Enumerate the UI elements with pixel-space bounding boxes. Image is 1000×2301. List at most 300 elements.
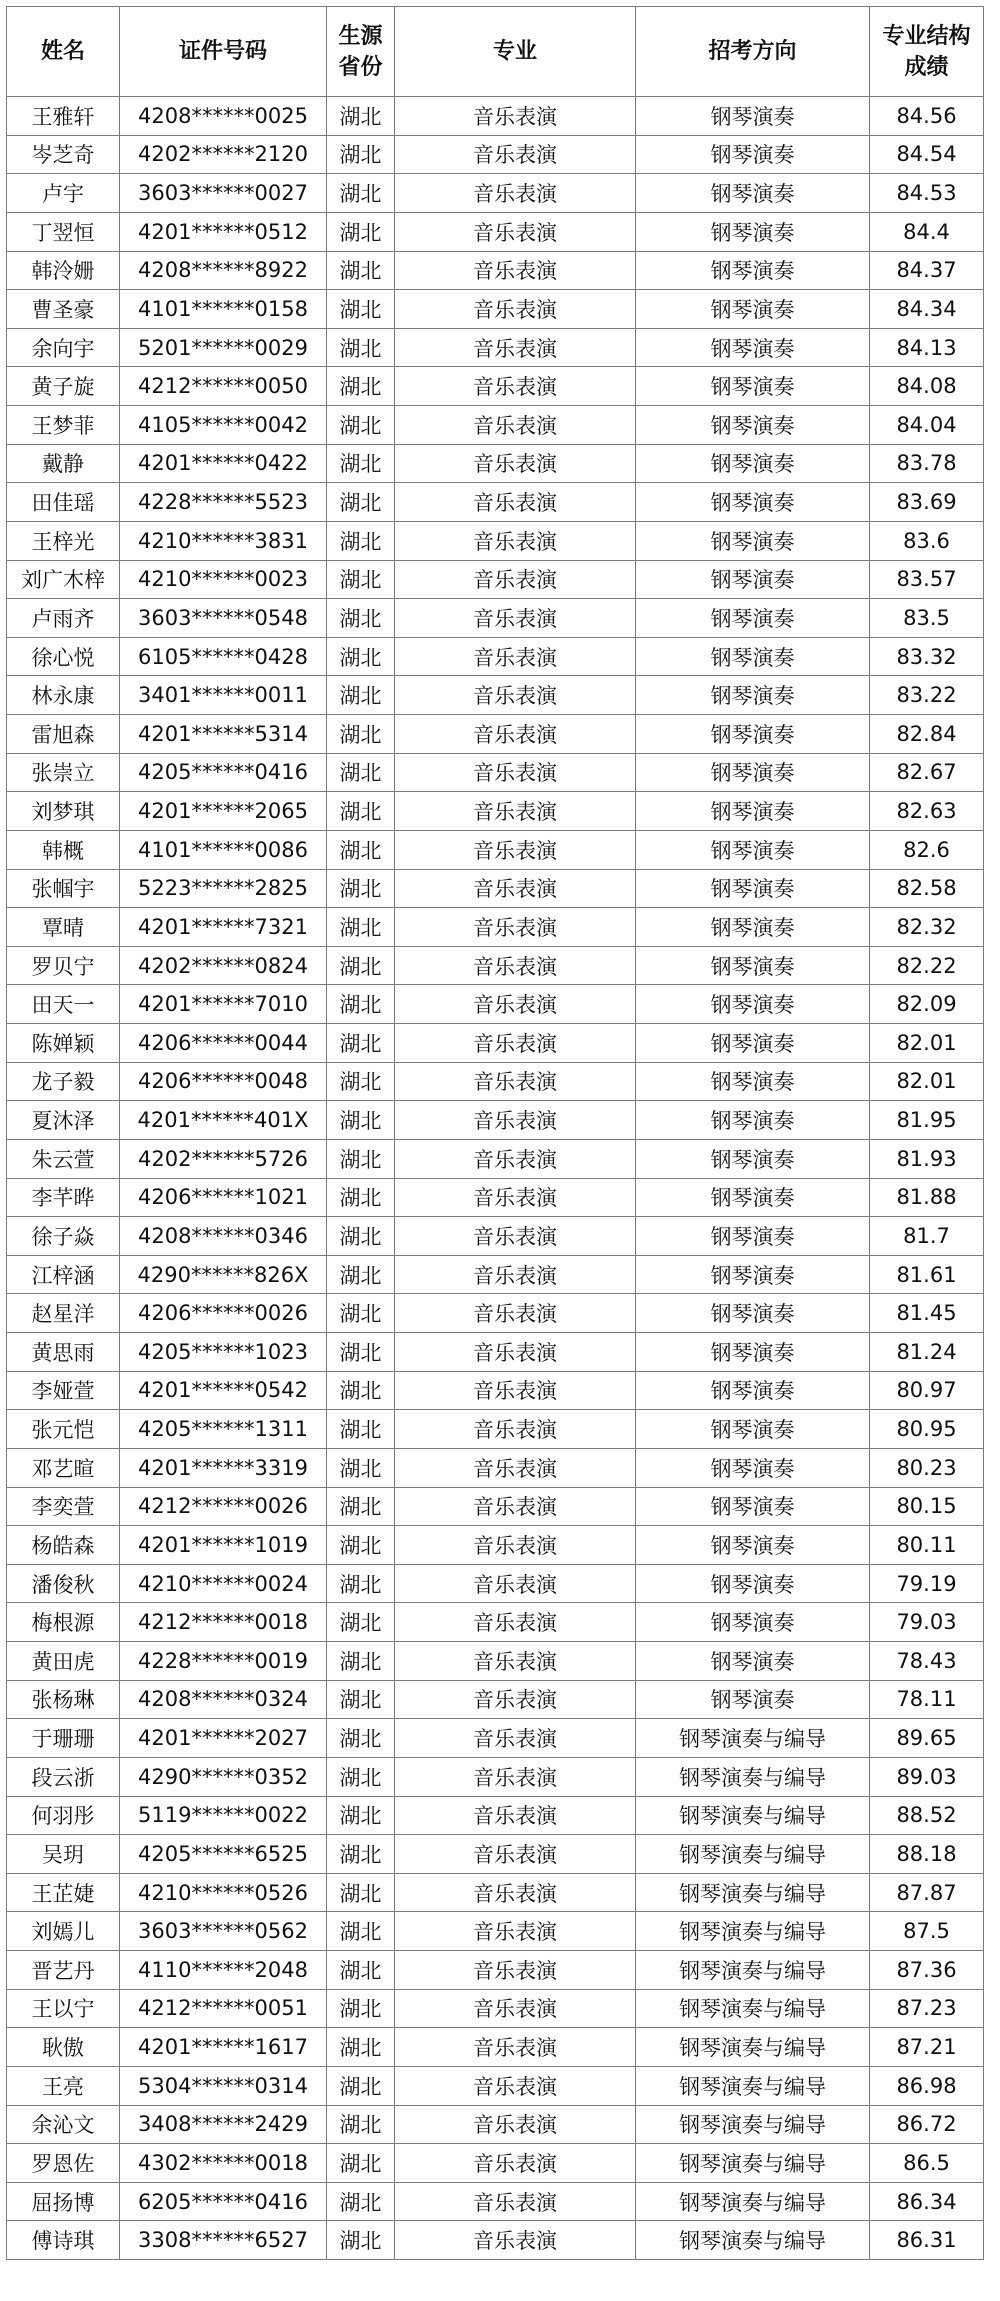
cell-major: 音乐表演: [395, 2028, 636, 2067]
cell-name: 徐心悦: [7, 637, 120, 676]
cell-major: 音乐表演: [395, 1796, 636, 1835]
cell-major: 音乐表演: [395, 174, 636, 213]
cell-score: 81.61: [870, 1255, 984, 1294]
table-row: [7, 560, 984, 599]
table-row: [7, 406, 984, 445]
cell-province: 湖北: [327, 251, 395, 290]
cell-province: 湖北: [327, 367, 395, 406]
cell-direction: 钢琴演奏: [636, 174, 870, 213]
cell-score: 87.36: [870, 1951, 984, 1990]
cell-direction: 钢琴演奏与编导: [636, 2144, 870, 2183]
cell-id-number: 4101******0158: [120, 290, 327, 329]
cell-name: 覃晴: [7, 908, 120, 947]
cell-direction: 钢琴演奏: [636, 1217, 870, 1256]
cell-id-number: 4201******2065: [120, 792, 327, 831]
cell-direction: 钢琴演奏: [636, 483, 870, 522]
cell-score: 87.21: [870, 2028, 984, 2067]
cell-id-number: 5304******0314: [120, 2066, 327, 2105]
cell-name: 陈婵颖: [7, 1024, 120, 1063]
header-score-line1: 专业结构: [882, 23, 971, 49]
cell-score: 78.11: [870, 1680, 984, 1719]
cell-name: 何羽彤: [7, 1796, 120, 1835]
cell-direction: 钢琴演奏与编导: [636, 1796, 870, 1835]
cell-score: 79.19: [870, 1564, 984, 1603]
cell-name: 戴静: [7, 444, 120, 483]
cell-id-number: 4206******1021: [120, 1178, 327, 1217]
cell-direction: 钢琴演奏: [636, 251, 870, 290]
cell-direction: 钢琴演奏与编导: [636, 1989, 870, 2028]
cell-score: 83.78: [870, 444, 984, 483]
cell-id-number: 4201******0512: [120, 212, 327, 251]
cell-province: 湖北: [327, 2066, 395, 2105]
cell-major: 音乐表演: [395, 1835, 636, 1874]
cell-direction: 钢琴演奏: [636, 1448, 870, 1487]
cell-province: 湖北: [327, 1642, 395, 1681]
table-row: [7, 753, 984, 792]
table-row: [7, 1217, 984, 1256]
cell-name: 张帼宇: [7, 869, 120, 908]
cell-province: 湖北: [327, 1255, 395, 1294]
table-row: [7, 2144, 984, 2183]
cell-id-number: 4206******0044: [120, 1024, 327, 1063]
cell-name: 罗贝宁: [7, 946, 120, 985]
table-row: [7, 985, 984, 1024]
cell-province: 湖北: [327, 290, 395, 329]
cell-name: 张崇立: [7, 753, 120, 792]
cell-score: 84.53: [870, 174, 984, 213]
cell-name: 黄田虎: [7, 1642, 120, 1681]
table-row: [7, 908, 984, 947]
cell-major: 音乐表演: [395, 406, 636, 445]
cell-score: 82.09: [870, 985, 984, 1024]
table-row: [7, 2028, 984, 2067]
cell-score: 87.23: [870, 1989, 984, 2028]
cell-major: 音乐表演: [395, 1680, 636, 1719]
cell-major: 音乐表演: [395, 1255, 636, 1294]
cell-major: 音乐表演: [395, 792, 636, 831]
cell-province: 湖北: [327, 869, 395, 908]
cell-direction: 钢琴演奏: [636, 328, 870, 367]
cell-name: 岑芝奇: [7, 135, 120, 174]
cell-direction: 钢琴演奏: [636, 444, 870, 483]
table-row: [7, 1448, 984, 1487]
cell-score: 83.5: [870, 599, 984, 638]
table-header: [7, 7, 984, 97]
cell-major: 音乐表演: [395, 97, 636, 136]
cell-major: 音乐表演: [395, 1178, 636, 1217]
cell-province: 湖北: [327, 1410, 395, 1449]
cell-name: 杨皓森: [7, 1526, 120, 1565]
cell-province: 湖北: [327, 1680, 395, 1719]
cell-name: 屈扬博: [7, 2182, 120, 2221]
cell-province: 湖北: [327, 1062, 395, 1101]
cell-direction: 钢琴演奏与编导: [636, 2221, 870, 2260]
cell-direction: 钢琴演奏: [636, 869, 870, 908]
cell-score: 83.57: [870, 560, 984, 599]
cell-province: 湖北: [327, 1719, 395, 1758]
cell-score: 80.95: [870, 1410, 984, 1449]
cell-score: 81.88: [870, 1178, 984, 1217]
table-row: [7, 1951, 984, 1990]
cell-score: 80.23: [870, 1448, 984, 1487]
cell-direction: 钢琴演奏: [636, 792, 870, 831]
cell-id-number: 4202******5726: [120, 1139, 327, 1178]
cell-direction: 钢琴演奏与编导: [636, 1757, 870, 1796]
cell-province: 湖北: [327, 2028, 395, 2067]
cell-score: 78.43: [870, 1642, 984, 1681]
score-table: [6, 6, 984, 2260]
cell-score: 84.37: [870, 251, 984, 290]
cell-major: 音乐表演: [395, 869, 636, 908]
cell-score: 82.63: [870, 792, 984, 831]
table-row: [7, 1139, 984, 1178]
cell-major: 音乐表演: [395, 251, 636, 290]
cell-score: 81.45: [870, 1294, 984, 1333]
cell-major: 音乐表演: [395, 1062, 636, 1101]
cell-major: 音乐表演: [395, 637, 636, 676]
cell-province: 湖北: [327, 1178, 395, 1217]
cell-score: 81.95: [870, 1101, 984, 1140]
cell-id-number: 4206******0026: [120, 1294, 327, 1333]
cell-province: 湖北: [327, 2144, 395, 2183]
cell-direction: 钢琴演奏与编导: [636, 2182, 870, 2221]
table-row: [7, 2221, 984, 2260]
cell-score: 82.67: [870, 753, 984, 792]
table-row: [7, 1796, 984, 1835]
cell-name: 林永康: [7, 676, 120, 715]
cell-score: 86.34: [870, 2182, 984, 2221]
cell-province: 湖北: [327, 1487, 395, 1526]
cell-name: 余向宇: [7, 328, 120, 367]
cell-name: 晋艺丹: [7, 1951, 120, 1990]
cell-major: 音乐表演: [395, 753, 636, 792]
cell-direction: 钢琴演奏: [636, 830, 870, 869]
cell-score: 86.31: [870, 2221, 984, 2260]
cell-major: 音乐表演: [395, 212, 636, 251]
cell-name: 朱云萱: [7, 1139, 120, 1178]
cell-direction: 钢琴演奏与编导: [636, 2105, 870, 2144]
cell-score: 82.6: [870, 830, 984, 869]
cell-score: 80.97: [870, 1371, 984, 1410]
table-row: [7, 290, 984, 329]
cell-name: 王芷婕: [7, 1873, 120, 1912]
table-row: [7, 2105, 984, 2144]
cell-id-number: 4210******0024: [120, 1564, 327, 1603]
cell-direction: 钢琴演奏: [636, 676, 870, 715]
table-row: [7, 1487, 984, 1526]
cell-province: 湖北: [327, 676, 395, 715]
cell-id-number: 4212******0050: [120, 367, 327, 406]
cell-direction: 钢琴演奏: [636, 406, 870, 445]
table-row: [7, 212, 984, 251]
cell-id-number: 5119******0022: [120, 1796, 327, 1835]
table-row: [7, 1912, 984, 1951]
cell-score: 86.5: [870, 2144, 984, 2183]
table-row: [7, 637, 984, 676]
cell-major: 音乐表演: [395, 1101, 636, 1140]
cell-id-number: 4208******0025: [120, 97, 327, 136]
cell-id-number: 4201******5314: [120, 715, 327, 754]
cell-direction: 钢琴演奏: [636, 1139, 870, 1178]
cell-direction: 钢琴演奏: [636, 1101, 870, 1140]
cell-province: 湖北: [327, 1951, 395, 1990]
table-row: [7, 521, 984, 560]
cell-id-number: 3603******0562: [120, 1912, 327, 1951]
table-row: [7, 1024, 984, 1063]
cell-score: 84.08: [870, 367, 984, 406]
cell-major: 音乐表演: [395, 1603, 636, 1642]
cell-major: 音乐表演: [395, 1294, 636, 1333]
table-row: [7, 1873, 984, 1912]
cell-name: 余沁文: [7, 2105, 120, 2144]
cell-major: 音乐表演: [395, 2221, 636, 2260]
table-body: [7, 97, 984, 2260]
cell-score: 89.03: [870, 1757, 984, 1796]
header-major: 专业: [395, 7, 636, 97]
table-row: [7, 1371, 984, 1410]
cell-name: 黄思雨: [7, 1333, 120, 1372]
cell-name: 丁翌恒: [7, 212, 120, 251]
cell-name: 江梓涵: [7, 1255, 120, 1294]
cell-score: 83.32: [870, 637, 984, 676]
cell-province: 湖北: [327, 97, 395, 136]
cell-name: 王以宁: [7, 1989, 120, 2028]
cell-score: 80.15: [870, 1487, 984, 1526]
cell-direction: 钢琴演奏: [636, 560, 870, 599]
table-row: [7, 1255, 984, 1294]
cell-direction: 钢琴演奏与编导: [636, 2028, 870, 2067]
cell-score: 87.5: [870, 1912, 984, 1951]
cell-province: 湖北: [327, 328, 395, 367]
cell-province: 湖北: [327, 483, 395, 522]
cell-score: 82.32: [870, 908, 984, 947]
cell-direction: 钢琴演奏: [636, 1410, 870, 1449]
cell-direction: 钢琴演奏: [636, 1255, 870, 1294]
cell-major: 音乐表演: [395, 830, 636, 869]
header-score-line2: 成绩: [904, 54, 949, 80]
header-province-line2: 省份: [338, 54, 383, 80]
cell-name: 卢雨齐: [7, 599, 120, 638]
cell-major: 音乐表演: [395, 1371, 636, 1410]
cell-id-number: 4201******401X: [120, 1101, 327, 1140]
cell-province: 湖北: [327, 1564, 395, 1603]
cell-province: 湖北: [327, 1294, 395, 1333]
cell-score: 88.52: [870, 1796, 984, 1835]
cell-major: 音乐表演: [395, 676, 636, 715]
cell-name: 段云浙: [7, 1757, 120, 1796]
cell-major: 音乐表演: [395, 1217, 636, 1256]
cell-major: 音乐表演: [395, 985, 636, 1024]
table-row: [7, 483, 984, 522]
header-direction: 招考方向: [636, 7, 870, 97]
cell-id-number: 4205******1311: [120, 1410, 327, 1449]
cell-name: 耿傲: [7, 2028, 120, 2067]
cell-name: 张元恺: [7, 1410, 120, 1449]
cell-name: 傅诗琪: [7, 2221, 120, 2260]
cell-major: 音乐表演: [395, 1912, 636, 1951]
cell-id-number: 5223******2825: [120, 869, 327, 908]
cell-province: 湖北: [327, 2182, 395, 2221]
cell-name: 龙子毅: [7, 1062, 120, 1101]
cell-id-number: 5201******0029: [120, 328, 327, 367]
cell-id-number: 4205******1023: [120, 1333, 327, 1372]
cell-province: 湖北: [327, 599, 395, 638]
cell-id-number: 4208******8922: [120, 251, 327, 290]
cell-province: 湖北: [327, 715, 395, 754]
cell-province: 湖北: [327, 1603, 395, 1642]
table-row: [7, 367, 984, 406]
cell-province: 湖北: [327, 985, 395, 1024]
cell-direction: 钢琴演奏: [636, 1603, 870, 1642]
cell-name: 于珊珊: [7, 1719, 120, 1758]
cell-id-number: 4201******3319: [120, 1448, 327, 1487]
cell-province: 湖北: [327, 2105, 395, 2144]
cell-id-number: 4201******0422: [120, 444, 327, 483]
cell-name: 邓艺暄: [7, 1448, 120, 1487]
table-row: [7, 328, 984, 367]
cell-direction: 钢琴演奏: [636, 1487, 870, 1526]
cell-direction: 钢琴演奏: [636, 1564, 870, 1603]
cell-id-number: 4201******2027: [120, 1719, 327, 1758]
cell-province: 湖北: [327, 2221, 395, 2260]
table-row: [7, 97, 984, 136]
cell-major: 音乐表演: [395, 946, 636, 985]
cell-major: 音乐表演: [395, 483, 636, 522]
cell-direction: 钢琴演奏: [636, 1680, 870, 1719]
cell-name: 罗恩佐: [7, 2144, 120, 2183]
cell-score: 79.03: [870, 1603, 984, 1642]
cell-score: 84.04: [870, 406, 984, 445]
cell-id-number: 4302******0018: [120, 2144, 327, 2183]
cell-province: 湖北: [327, 1217, 395, 1256]
cell-direction: 钢琴演奏: [636, 97, 870, 136]
cell-province: 湖北: [327, 830, 395, 869]
table-row: [7, 792, 984, 831]
cell-direction: 钢琴演奏: [636, 1642, 870, 1681]
table-row: [7, 1526, 984, 1565]
table-row: [7, 2066, 984, 2105]
cell-major: 音乐表演: [395, 1526, 636, 1565]
cell-name: 梅根源: [7, 1603, 120, 1642]
cell-province: 湖北: [327, 135, 395, 174]
cell-province: 湖北: [327, 908, 395, 947]
cell-province: 湖北: [327, 1835, 395, 1874]
cell-direction: 钢琴演奏: [636, 367, 870, 406]
cell-name: 赵星洋: [7, 1294, 120, 1333]
cell-major: 音乐表演: [395, 444, 636, 483]
cell-direction: 钢琴演奏: [636, 1178, 870, 1217]
cell-name: 刘梦琪: [7, 792, 120, 831]
cell-id-number: 4110******2048: [120, 1951, 327, 1990]
cell-score: 82.22: [870, 946, 984, 985]
header-province-line1: 生源: [338, 23, 383, 49]
cell-score: 81.93: [870, 1139, 984, 1178]
cell-name: 李芊晔: [7, 1178, 120, 1217]
cell-province: 湖北: [327, 560, 395, 599]
table-row: [7, 869, 984, 908]
cell-direction: 钢琴演奏与编导: [636, 1912, 870, 1951]
cell-score: 87.87: [870, 1873, 984, 1912]
cell-direction: 钢琴演奏与编导: [636, 1719, 870, 1758]
cell-province: 湖北: [327, 174, 395, 213]
cell-major: 音乐表演: [395, 328, 636, 367]
table-row: [7, 830, 984, 869]
cell-score: 83.6: [870, 521, 984, 560]
cell-major: 音乐表演: [395, 1642, 636, 1681]
cell-id-number: 4202******2120: [120, 135, 327, 174]
cell-major: 音乐表演: [395, 715, 636, 754]
cell-name: 卢宇: [7, 174, 120, 213]
cell-province: 湖北: [327, 1989, 395, 2028]
header-name: 姓名: [7, 7, 120, 97]
table-row: [7, 1642, 984, 1681]
cell-province: 湖北: [327, 1371, 395, 1410]
table-row: [7, 1564, 984, 1603]
header-row: [7, 7, 984, 97]
cell-direction: 钢琴演奏: [636, 753, 870, 792]
cell-name: 刘嫣儿: [7, 1912, 120, 1951]
cell-name: 王梓光: [7, 521, 120, 560]
cell-score: 83.22: [870, 676, 984, 715]
cell-major: 音乐表演: [395, 1448, 636, 1487]
cell-score: 80.11: [870, 1526, 984, 1565]
cell-score: 84.13: [870, 328, 984, 367]
cell-major: 音乐表演: [395, 599, 636, 638]
cell-id-number: 4201******0542: [120, 1371, 327, 1410]
cell-id-number: 3603******0027: [120, 174, 327, 213]
cell-major: 音乐表演: [395, 521, 636, 560]
cell-id-number: 3308******6527: [120, 2221, 327, 2260]
cell-name: 黄子旋: [7, 367, 120, 406]
cell-id-number: 4212******0018: [120, 1603, 327, 1642]
cell-major: 音乐表演: [395, 290, 636, 329]
table-row: [7, 1603, 984, 1642]
cell-id-number: 4206******0048: [120, 1062, 327, 1101]
cell-direction: 钢琴演奏: [636, 1294, 870, 1333]
cell-name: 李娅萱: [7, 1371, 120, 1410]
cell-score: 84.56: [870, 97, 984, 136]
cell-province: 湖北: [327, 637, 395, 676]
cell-score: 88.18: [870, 1835, 984, 1874]
cell-province: 湖北: [327, 1101, 395, 1140]
cell-name: 吴玥: [7, 1835, 120, 1874]
table-row: [7, 1333, 984, 1372]
cell-major: 音乐表演: [395, 1873, 636, 1912]
cell-id-number: 4205******6525: [120, 1835, 327, 1874]
cell-direction: 钢琴演奏与编导: [636, 2066, 870, 2105]
cell-id-number: 4210******0023: [120, 560, 327, 599]
cell-score: 84.4: [870, 212, 984, 251]
header-score: [870, 7, 984, 97]
table-row: [7, 444, 984, 483]
cell-name: 王梦菲: [7, 406, 120, 445]
cell-province: 湖北: [327, 1024, 395, 1063]
table-row: [7, 1835, 984, 1874]
cell-direction: 钢琴演奏: [636, 290, 870, 329]
cell-id-number: 4105******0042: [120, 406, 327, 445]
cell-id-number: 4228******5523: [120, 483, 327, 522]
cell-id-number: 4201******1617: [120, 2028, 327, 2067]
cell-direction: 钢琴演奏: [636, 212, 870, 251]
cell-province: 湖北: [327, 946, 395, 985]
table-row: [7, 1178, 984, 1217]
cell-major: 音乐表演: [395, 560, 636, 599]
cell-name: 刘广木梓: [7, 560, 120, 599]
cell-direction: 钢琴演奏: [636, 135, 870, 174]
table-row: [7, 2182, 984, 2221]
cell-score: 86.72: [870, 2105, 984, 2144]
cell-score: 82.58: [870, 869, 984, 908]
